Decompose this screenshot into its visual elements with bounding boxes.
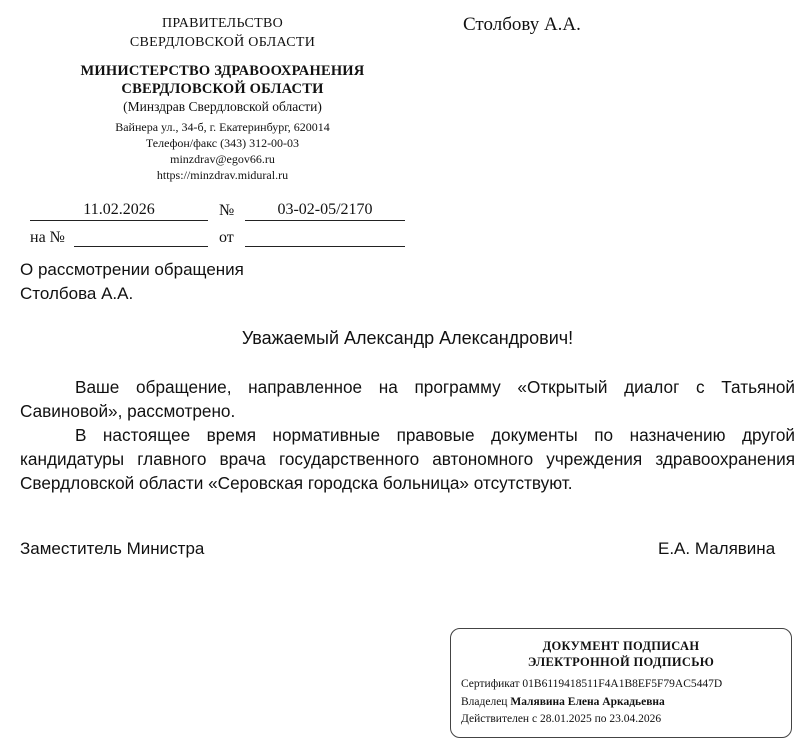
letter-body — [20, 375, 795, 495]
ministry-short-name: (Минздрав Свердловской области) — [123, 99, 322, 114]
signatory-position: Заместитель Министра — [20, 539, 205, 558]
e-signature-validity — [461, 713, 661, 725]
subject-line-1: О рассмотрении обращения — [20, 260, 244, 279]
letterhead-contacts — [40, 119, 405, 183]
subject-line-2: Столбова А.А. — [20, 284, 134, 303]
ref-number — [74, 227, 208, 247]
number-label: № — [219, 202, 235, 219]
ref-date — [245, 227, 405, 247]
letterhead-government — [40, 14, 405, 52]
ministry-address: Вайнера ул., 34-б, г. Екатеринбург, 620014 — [115, 120, 330, 134]
owner-value: Малявина Елена Аркадьевна — [510, 696, 665, 708]
signatory-name: Е.А. Малявина — [658, 539, 776, 558]
e-signature-title — [451, 638, 791, 670]
letterhead-ministry — [40, 62, 405, 98]
body-paragraph-1: Ваше обращение, направленное на программу «Открытый диалог с Татьяной Савиновой», рассмотрено. — [20, 377, 795, 421]
addressee: Столбову А.А. — [463, 14, 581, 35]
ref-label: на № — [30, 229, 65, 246]
outgoing-number: 03-02-05/2170 — [245, 201, 405, 221]
government-line-2: СВЕРДЛОВСКОЙ ОБЛАСТИ — [129, 35, 316, 50]
salutation: Уважаемый Александр Александрович! — [241, 328, 574, 348]
government-line-1: ПРАВИТЕЛЬСТВО — [161, 16, 283, 31]
e-signature-owner — [461, 696, 665, 708]
ministry-email: minzdrav@egov66.ru — [170, 152, 275, 166]
e-signature-certificate — [461, 678, 722, 690]
certificate-label: Сертификат — [461, 678, 520, 690]
e-signature-stamp — [450, 628, 792, 738]
certificate-value: 01B6119418511F4A1B8EF5F79AC5447D — [522, 678, 723, 690]
from-label: от — [219, 229, 234, 246]
ministry-phone: Телефон/факс (343) 312-00-03 — [145, 136, 300, 150]
valid-from: 28.01.2025 — [539, 713, 592, 725]
e-signature-title-line-2: ЭЛЕКТРОННОЙ ПОДПИСЬЮ — [527, 655, 715, 669]
valid-label: Действителен с — [461, 713, 538, 725]
valid-to-label: по — [594, 713, 607, 725]
ministry-line-2: СВЕРДЛОВСКОЙ ОБЛАСТИ — [121, 81, 324, 97]
ministry-website: https://minzdrav.midural.ru — [156, 168, 289, 182]
body-paragraph-2: В настоящее время нормативные правовые документы по назначению другой кандидатуры главного врача государственного автономного учреждения здравоохранения Свердловской области «Серовская городска больница» отсутствуют. — [20, 425, 795, 493]
owner-label: Владелец — [461, 696, 508, 708]
ministry-line-1: МИНИСТЕРСТВО ЗДРАВООХРАНЕНИЯ — [80, 63, 365, 79]
subject — [20, 258, 244, 306]
valid-to: 23.04.2026 — [609, 713, 662, 725]
outgoing-date: 11.02.2026 — [30, 201, 208, 221]
e-signature-title-line-1: ДОКУМЕНТ ПОДПИСАН — [542, 639, 700, 653]
